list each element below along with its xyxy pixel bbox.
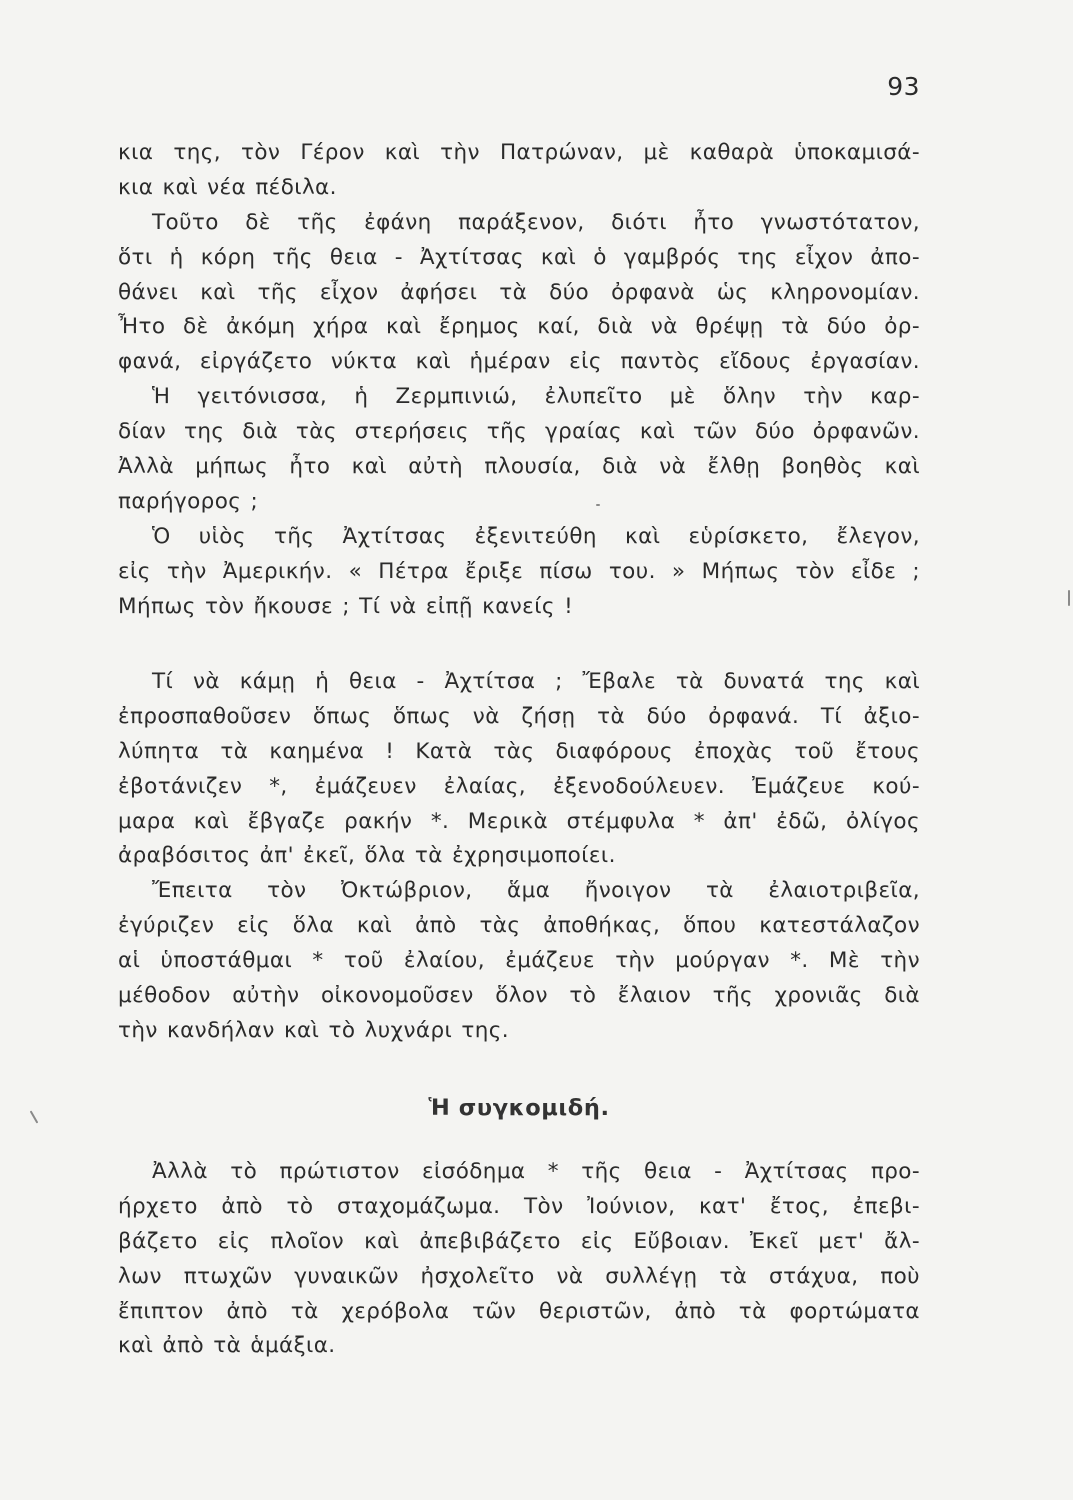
text-line: παρήγορος ; [118,488,259,514]
page-number: 93 [887,72,920,101]
text-line: κια καὶ νέα πέδιλα. [118,174,337,200]
text-line: ἐπροσπαθοῦσεν ὅπως ὅπως νὰ ζήσῃ τὰ δύο ὀρφανά. Τί ἀξιο- [118,703,920,729]
text-line: δίαν της διὰ τὰς στερήσεις τῆς γραίας καὶ τῶν δύο ὀρφανῶν. [118,419,920,445]
text-line: Μήπως τὸν ἤκουσε ; Τί νὰ εἰπῇ κανείς ! [118,593,574,619]
text-line: ἀραβόσιτος ἀπ' ἐκεῖ, ὅλα τὰ ἐχρησιμοποίει. [118,843,616,869]
text-line: ἐβοτάνιζεν *, ἐμάζευεν ἐλαίας, ἐξενοδούλευεν. Ἐμάζευε κού- [118,773,920,799]
section-three [118,1155,920,1364]
text-line: ἔπιπτον ἀπὸ τὰ χερόβολα τῶν θεριστῶν, ἀπὸ τὰ φορτώματα [118,1298,920,1324]
text-line: μαρα καὶ ἔβγαζε ρακήν *. Μερικὰ στέμφυλα * ἀπ' ἐδῶ, ὀλίγος [118,808,920,834]
text-line: Ἀλλὰ τὸ πρώτιστον εἰσόδημα * τῆς θεια - Ἀχτίτσας προ- [152,1159,920,1184]
text-line: θάνει καὶ τῆς εἶχον ἀφήσει τὰ δύο ὀρφανὰ ὡς κληρονομίαν. [118,279,920,305]
text-line: Ἀλλὰ μήπως ἦτο καὶ αὐτὴ πλουσία, διὰ νὰ ἔλθῃ βοηθὸς καὶ [118,454,920,480]
text-line: Ἔπειτα τὸν Ὀκτώβριον, ἅμα ἤνοιγον τὰ ἐλαιοτριβεῖα, [152,878,920,904]
text-line: λύπητα τὰ καημένα ! Κατὰ τὰς διαφόρους ἐποχὰς τοῦ ἔτους [118,738,920,764]
text-line: μέθοδον αὐτὴν οἰκονομοῦσεν ὅλον τὸ ἔλαιον τῆς χρονιᾶς διὰ [118,983,920,1009]
text-line: ήρχετο ἀπὸ τὸ σταχομάζωμα. Τὸν Ἰούνιον, κατ' ἔτος, ἐπεβι- [118,1193,920,1219]
section-one [118,136,920,624]
text-line: λων πτωχῶν γυναικῶν ἠσχολεῖτο νὰ συλλέγῃ τὰ στάχυα, ποὺ [118,1263,920,1289]
text-line: Ἦτο δὲ ἀκόμη χήρα καὶ ἔρημος καί, διὰ νὰ θρέψῃ τὰ δύο ὀρ- [118,314,920,340]
text-line: φανά, εἰργάζετο νύκτα καὶ ἡμέραν εἰς παντὸς εἴδους ἐργασίαν. [118,349,920,375]
text-line: Ὁ υἱὸς τῆς Ἀχτίτσας ἐξενιτεύθη καὶ εὑρίσκετο, ἔλεγον, [152,523,920,549]
text-line: Ἡ γειτόνισσα, ἡ Ζερμπινιώ, ἐλυπεῖτο μὲ ὅλην τὴν καρ- [152,384,920,410]
text-line: τὴν κανδήλαν καὶ τὸ λυχνάρι της. [118,1017,510,1043]
section-two [118,665,920,1049]
paper-mark [30,1110,39,1123]
text-line: καὶ ἀπὸ τὰ ἁμάξια. [118,1333,336,1359]
text-line: εἰς τὴν Ἀμερικήν. « Πέτρα ἔριξε πίσω του. » Μήπως τὸν εἶδε ; [118,558,920,584]
text-line: αἱ ὑποστάθμαι * τοῦ ἐλαίου, ἐμάζευε τὴν μούργαν *. Μὲ τὴν [118,948,920,974]
text-line: Τί νὰ κάμῃ ἡ θεια - Ἀχτίτσα ; Ἔβαλε τὰ δυνατά της καὶ [152,669,920,694]
text-line: ἐγύριζεν εἰς ὅλα καὶ ἀπὸ τὰς ἀποθήκας, ὅπου κατεστάλαζον [118,913,920,939]
text-line: βάζετο εἰς πλοῖον καὶ ἀπεβιβάζετο εἰς Εὔβοιαν. Ἐκεῖ μετ' ἄλ- [118,1228,920,1254]
paper-mark [1068,590,1070,606]
text-line: κια της, τὸν Γέρον καὶ τὴν Πατρώναν, μὲ καθαρὰ ὑποκαμισά- [118,140,920,165]
text-line: Τοῦτο δὲ τῆς ἐφάνη παράξενον, διότι ἦτο γνωστότατον, [152,209,920,235]
text-line: ὅτι ἡ κόρη τῆς θεια - Ἀχτίτσας καὶ ὁ γαμβρός της εἶχον ἀπο- [118,244,920,270]
paper-mark [596,504,600,506]
section-heading: Ἡ συγκομιδή. [428,1095,610,1121]
